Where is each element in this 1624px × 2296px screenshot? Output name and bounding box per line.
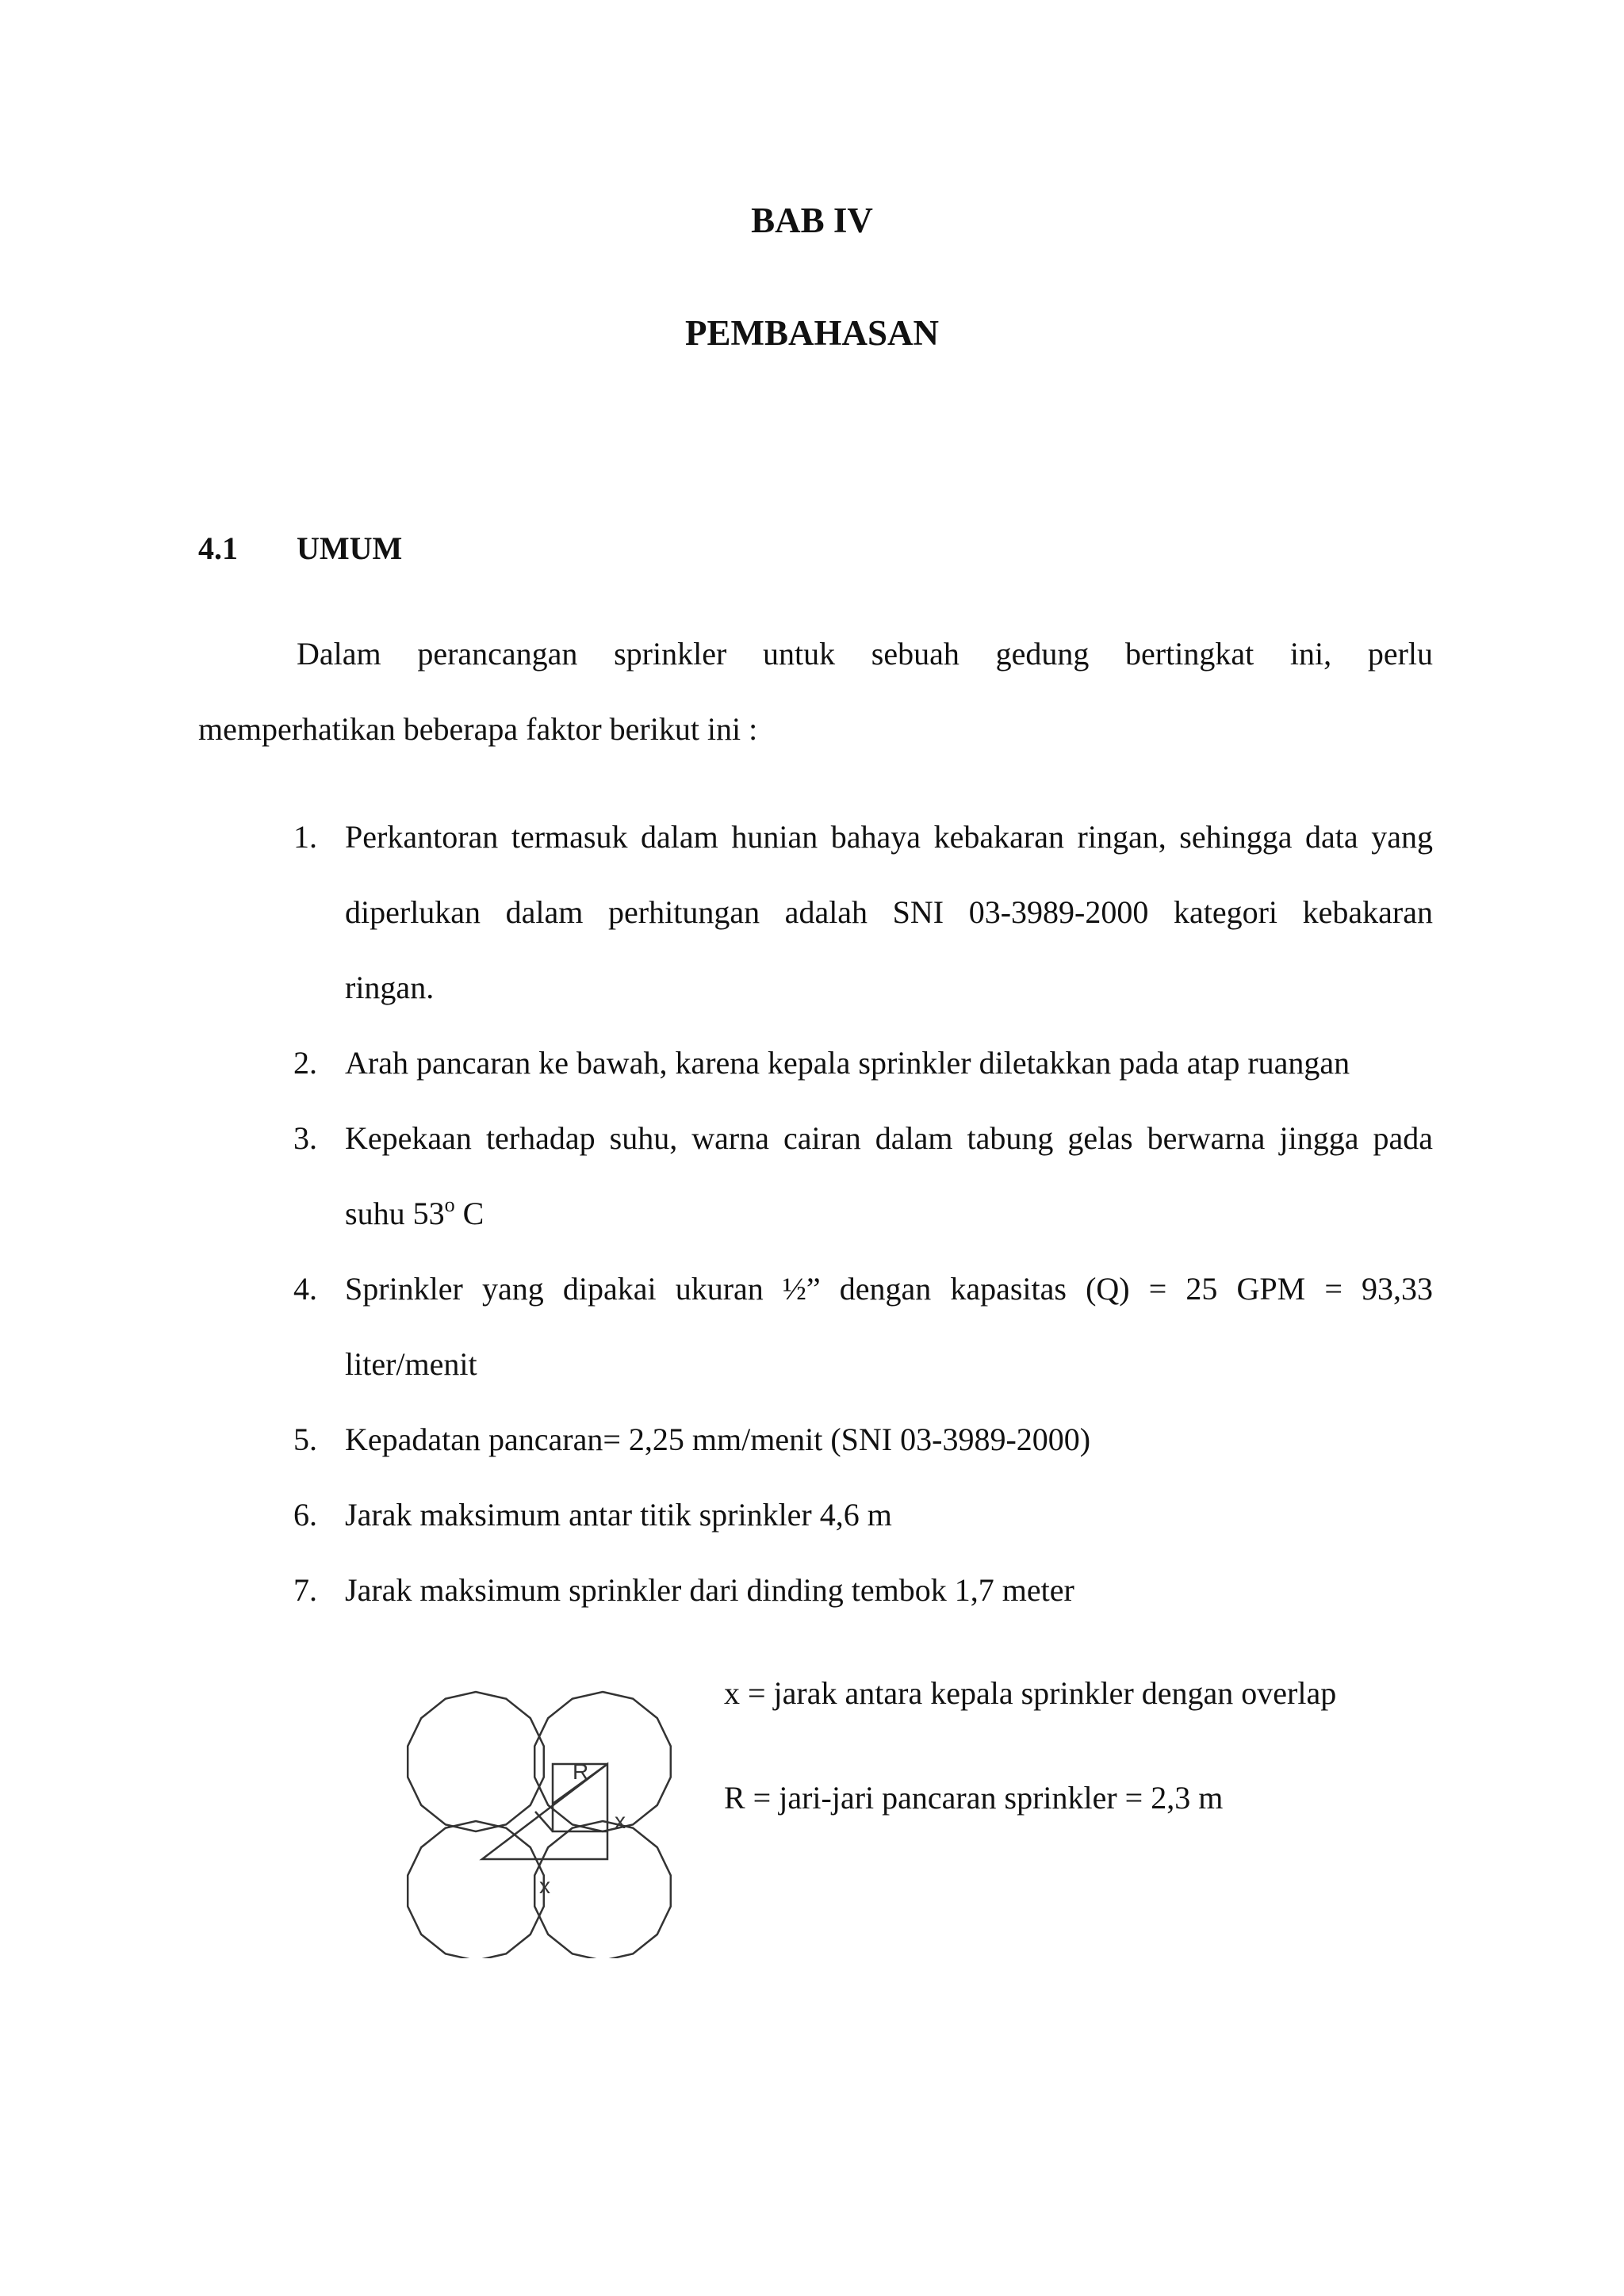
list-item-number: 5. [293, 1422, 317, 1457]
sprinkler-overlap-diagram [396, 1673, 698, 1958]
list-item-number: 3. [293, 1120, 317, 1156]
overlap-label-bottom: x [539, 1873, 550, 1898]
temperature-text: suhu 53 [345, 1196, 445, 1231]
list-item-line: liter/menit [345, 1346, 477, 1382]
list-item-line: Kepadatan pancaran= 2,25 mm/menit (SNI 03-3989-2000) [345, 1422, 1091, 1457]
legend-r-definition: R = jari-jari pancaran sprinkler = 2,3 m [724, 1780, 1224, 1816]
list-item-line: Perkantoran termasuk dalam hunian bahaya kebakaran ringan, sehingga data yang [345, 819, 1433, 855]
overlap-label-right: x [615, 1808, 626, 1833]
section-number: 4.1 [198, 530, 238, 566]
chapter-title: PEMBAHASAN [684, 313, 939, 353]
list-item-line [345, 1193, 485, 1231]
list-item-line: diperlukan dalam perhitungan adalah SNI 03-3989-2000 kategori kebakaran [345, 894, 1433, 930]
chapter-heading: BAB IV [751, 201, 873, 240]
intro-line-2: memperhatikan beberapa faktor berikut ini : [198, 711, 758, 747]
list-item-number: 7. [293, 1572, 317, 1608]
spray-circle-bottom-right [534, 1821, 671, 1958]
degree-superscript: o [444, 1193, 455, 1216]
list-item-line: Jarak maksimum sprinkler dari dinding tembok 1,7 meter [345, 1572, 1074, 1608]
radius-label: R [573, 1759, 589, 1784]
list-item-number: 6. [293, 1497, 317, 1533]
list-item-number: 1. [293, 819, 317, 855]
list-item-number: 4. [293, 1271, 317, 1307]
section-title: UMUM [297, 530, 403, 566]
intro-line-1: Dalam perancangan sprinkler untuk sebuah gedung bertingkat ini, perlu [297, 636, 1433, 672]
list-item-line: Kepekaan terhadap suhu, warna cairan dalam tabung gelas berwarna jingga pada [345, 1120, 1433, 1156]
temperature-unit: C [454, 1196, 485, 1231]
center-line [535, 1812, 553, 1831]
list-item-line: Sprinkler yang dipakai ukuran ½” dengan kapasitas (Q) = 25 GPM = 93,33 [345, 1271, 1433, 1307]
spray-circle-bottom-left [408, 1821, 544, 1958]
list-item-line: ringan. [345, 970, 435, 1005]
spray-circle-top-right [534, 1692, 671, 1831]
list-item-line: Arah pancaran ke bawah, karena kepala sprinkler diletakkan pada atap ruangan [345, 1045, 1350, 1081]
list-item-number: 2. [293, 1045, 317, 1081]
legend-x-definition: x = jarak antara kepala sprinkler dengan overlap [724, 1675, 1337, 1711]
spray-circle-top-left [408, 1692, 544, 1831]
spray-circles [408, 1692, 671, 1958]
list-item-line: Jarak maksimum antar titik sprinkler 4,6 m [345, 1497, 892, 1533]
